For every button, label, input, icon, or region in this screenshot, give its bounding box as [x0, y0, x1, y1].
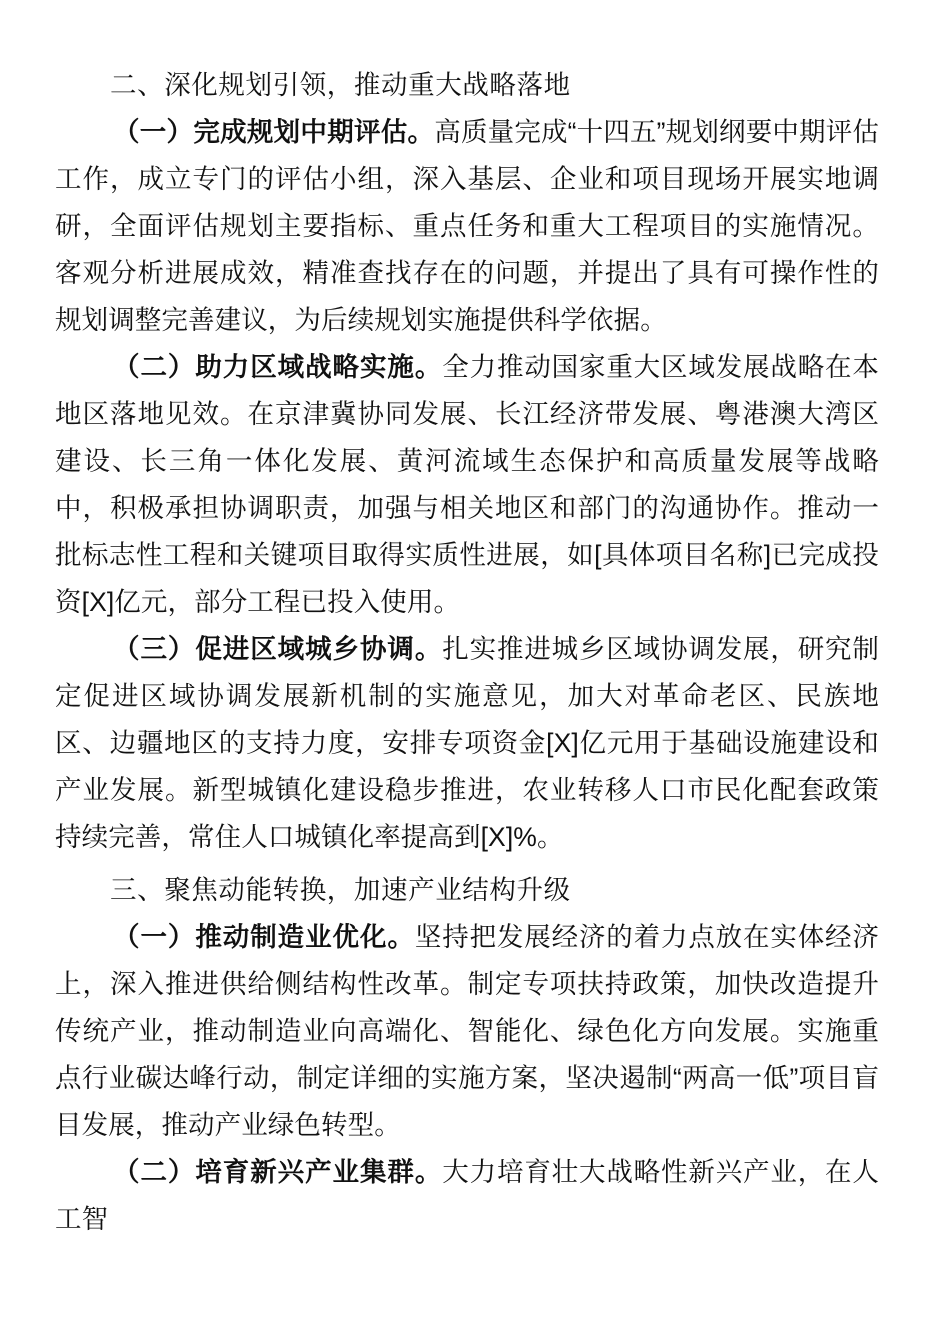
paragraph-3-2-text: 大力培育壮大战略性新兴产业，在人工智	[55, 1157, 879, 1234]
paragraph-2-2-lead: （二）助力区域战略实施。	[113, 352, 443, 382]
paragraph-3-1	[55, 914, 879, 1149]
paragraph-2-1-lead: （一）完成规划中期评估。	[113, 117, 435, 147]
paragraph-2-1	[55, 109, 879, 344]
paragraph-2-3	[55, 626, 879, 861]
paragraph-2-1-text: 高质量完成“十四五”规划纲要中期评估工作，成立专门的评估小组，深入基层、企业和项目现场开展实地调研，全面评估规划主要指标、重点任务和重大工程项目的实施情况。客观分析进展成效，精准查找存在的问题，并提出了具有可操作性的规划调整完善建议，为后续规划实施提供科学依据。	[55, 117, 880, 335]
paragraph-3-2-lead: （二）培育新兴产业集群。	[113, 1157, 443, 1187]
document-body	[55, 62, 879, 1243]
section-heading-2: 二、深化规划引领，推动重大战略落地	[110, 70, 571, 100]
paragraph-2-2-text: 全力推动国家重大区域发展战略在本地区落地见效。在京津冀协同发展、长江经济带发展、粤港澳大湾区建设、长三角一体化发展、黄河流域生态保护和高质量发展等战略中，积极承担协调职责，加强与相关地区和部门的沟通协作。推动一批标志性工程和关键项目取得实质性进展，如[具体项目名称]已完成投资[X]亿元，部分工程已投入使用。	[55, 352, 879, 617]
paragraph-3-1-lead: （一）推动制造业优化。	[113, 922, 415, 952]
paragraph-2-3-text: 扎实推进城乡区域协调发展，研究制定促进区域协调发展新机制的实施意见，加大对革命老区、民族地区、边疆地区的支持力度，安排专项资金[X]亿元用于基础设施建设和产业发展。新型城镇化建设稳步推进，农业转移人口市民化配套政策持续完善，常住人口城镇化率提高到[X]%。	[55, 634, 879, 852]
paragraph-3-1-text: 坚持把发展经济的着力点放在实体经济上，深入推进供给侧结构性改革。制定专项扶持政策，加快改造提升传统产业，推动制造业向高端化、智能化、绿色化方向发展。实施重点行业碳达峰行动，制定详细的实施方案，坚决遏制“两高一低”项目盲目发展，推动产业绿色转型。	[55, 922, 879, 1140]
paragraph-2-3-lead: （三）促进区域城乡协调。	[113, 634, 443, 664]
paragraph-2-2	[55, 344, 879, 626]
paragraph-3-2	[55, 1149, 879, 1243]
section-heading-3: 三、聚焦动能转换，加速产业结构升级	[110, 875, 571, 905]
